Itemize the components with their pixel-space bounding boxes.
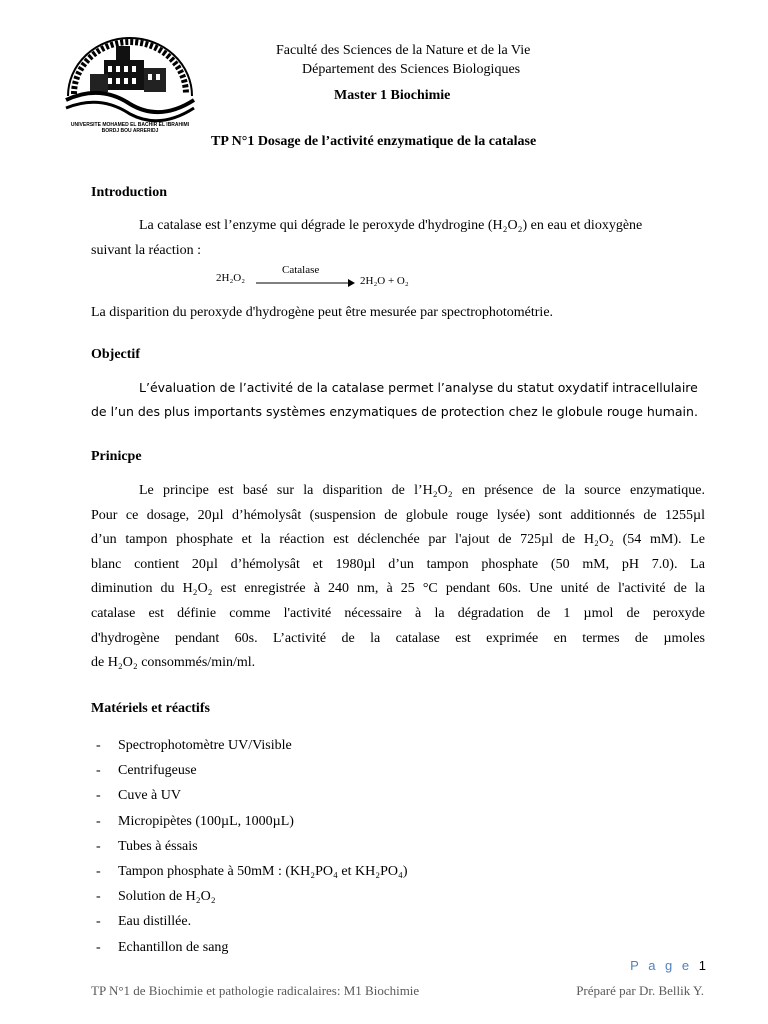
introduction-after: La disparition du peroxyde d'hydrogène peut être mesurée par spectrophotométrie.	[91, 305, 554, 320]
principe-line7: d'hydrogène pendant 60s. L’activité de la catalase est exprimée en termes de µmoles	[91, 630, 705, 646]
page-title: TP N°1 Dosage de l’activité enzymatique de la catalase	[211, 134, 537, 149]
principe-line6: catalase est définie comme l'activité nécessaire à la dégradation de 1 µmol de peroxyde	[91, 605, 705, 621]
list-item: - Echantillon de sang	[96, 939, 229, 955]
list-item: - Tampon phosphate à 50mM : (KH₂PO₄ et KH₂PO₄)	[96, 863, 408, 879]
principe-paragraph	[91, 479, 705, 676]
faculty-name: Faculté des Sciences de la Nature et de la Vie	[276, 43, 531, 58]
reaction-arrow-icon	[256, 278, 356, 288]
section-heading-principe: Prinicpe	[91, 449, 142, 464]
page-label: P a g e	[630, 958, 693, 973]
introduction-paragraph	[91, 214, 705, 263]
principe-line5: diminution du H₂O₂ est enregistrée à 240 nm, à 25 °C pendant 60s. Une unité de l'activité de la	[91, 581, 705, 597]
objectif-line2: de l’un des plus importants systèmes enzymatiques de protection chez le globule rouge humain.	[91, 404, 698, 419]
list-item: - Solution de H₂O₂	[96, 889, 216, 905]
list-item: - Tubes à éssais	[96, 838, 198, 854]
principe-line4: blanc contient 20µl d’hémolysât et 1980µl d’un tampon phosphate (50 mM, pH 7.0). La	[91, 556, 705, 572]
page-number-value: 1	[698, 958, 706, 973]
principe-line3: d’un tampon phosphate et la réaction est déclenchée par l'ajout de 725µl de H₂O₂ (54 mM). Le	[91, 532, 705, 548]
program-name: Master 1 Biochimie	[334, 88, 451, 103]
objectif-paragraph	[91, 376, 705, 424]
list-item: - Spectrophotomètre UV/Visible	[96, 738, 292, 753]
reaction-reactant: 2H₂O₂	[216, 272, 246, 284]
university-logo	[60, 34, 200, 132]
list-item: - Micropipètes (100µL, 1000µL)	[96, 813, 294, 829]
logo-caption-line1: UNIVERSITE MOHAMED EL BACHIR EL IBRAHIMI	[70, 122, 190, 128]
list-item: - Centrifugeuse	[96, 763, 197, 779]
principe-line8: de H₂O₂ consommés/min/ml.	[91, 655, 256, 671]
section-heading-objectif: Objectif	[91, 347, 140, 362]
objectif-line1: L’évaluation de l’activité de la catalase permet l’analyse du statut oxydatif intracellulaire	[139, 380, 698, 395]
department-name: Département des Sciences Biologiques	[302, 62, 521, 77]
section-heading-introduction: Introduction	[91, 185, 167, 200]
page-number	[630, 958, 706, 973]
introduction-line2: suivant la réaction :	[91, 242, 202, 258]
list-item: - Eau distillée.	[96, 914, 192, 930]
reaction-equation	[216, 262, 456, 292]
logo-caption-line2: BORDJ BOU ARRERIDJ	[101, 128, 159, 134]
principe-line1: Le principe est basé sur la disparition de l’H₂O₂ en présence de la source enzymatique.	[139, 483, 705, 498]
university-logo-graphic	[60, 34, 200, 124]
footer-left: TP N°1 de Biochimie et pathologie radicalaires: M1 Biochimie	[91, 983, 420, 998]
reaction-enzyme-label: Catalase	[282, 264, 320, 276]
introduction-line1: La catalase est l’enzyme qui dégrade le peroxyde d'hydrogine (H₂O₂) en eau et dioxygène	[139, 218, 643, 233]
section-heading-materiels: Matériels et réactifs	[91, 701, 210, 716]
footer-right: Préparé par Dr. Bellik Y.	[576, 983, 704, 998]
list-item: - Cuve à UV	[96, 788, 181, 804]
reaction-products: 2H₂O + O₂	[360, 275, 409, 287]
principe-line2: Pour ce dosage, 20µl d’hémolysât (suspension de globule rouge lysée) sont additionnés de 1255µl	[91, 507, 705, 523]
materials-list	[96, 733, 408, 960]
